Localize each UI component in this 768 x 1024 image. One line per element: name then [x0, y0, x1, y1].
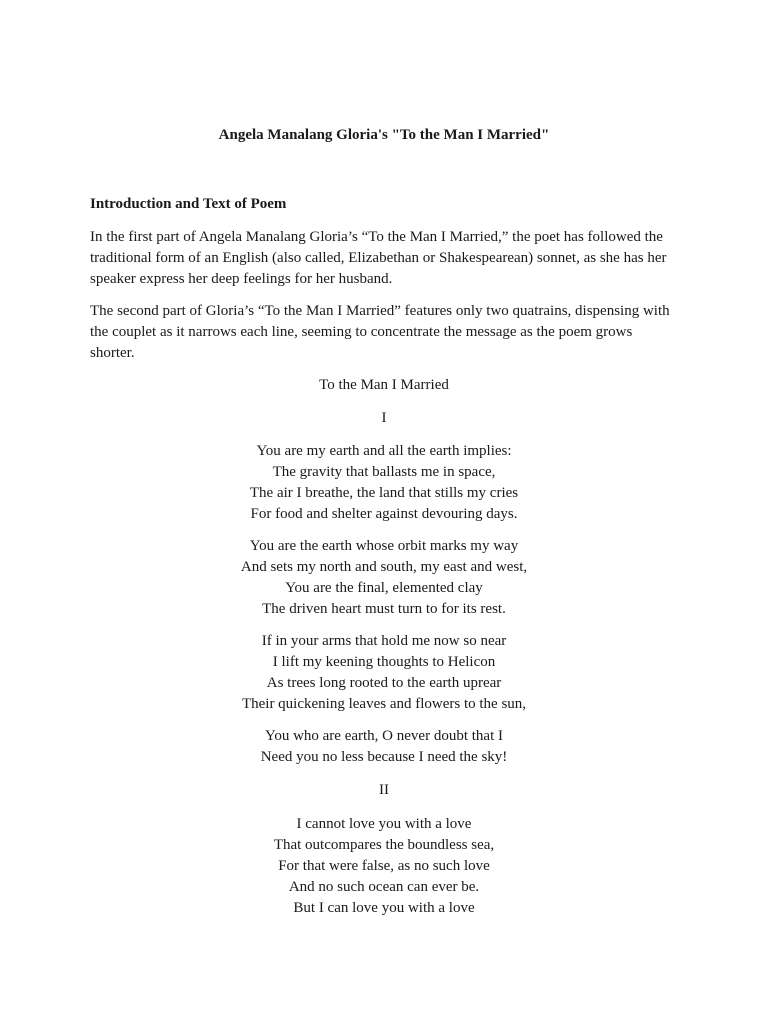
poem-title: To the Man I Married [319, 377, 449, 393]
intro-paragraph-2: The second part of Gloria’s “To the Man I Married” features only two quatrains, dispensing with the couplet as it narrows each line, seeming to concentrate the message as the poem grows shorter. [90, 303, 670, 361]
poem-stanza-2 [90, 536, 678, 620]
poem-line: But I can love you with a love [293, 900, 475, 916]
poem-line: You are my earth and all the earth implies: [256, 443, 512, 459]
intro-paragraph-1: In the first part of Angela Manalang Gloria’s “To the Man I Married,” the poet has followed the traditional form of an English (also called, Elizabethan or Shakespearean) sonnet, as she has her speaker express her deep feelings for her husband. [90, 229, 667, 287]
poem-line: Need you no less because I need the sky! [260, 749, 508, 765]
poem-line: You are the final, elemented clay [285, 580, 483, 596]
document-title: Angela Manalang Gloria's "To the Man I Married" [218, 127, 550, 143]
poem-line: And no such ocean can ever be. [288, 879, 480, 895]
poem-stanza-5 [90, 814, 678, 919]
poem-stanza-3 [90, 631, 678, 715]
poem-line: The driven heart must turn to for its rest. [262, 601, 506, 617]
poem-line: The gravity that ballasts me in space, [272, 464, 496, 480]
poem-stanza-1 [90, 441, 678, 525]
poem-line: For that were false, as no such love [278, 858, 490, 874]
poem-part-one-label: I [381, 410, 387, 426]
section-heading: Introduction and Text of Poem [90, 196, 287, 212]
poem-line: You who are earth, O never doubt that I [264, 728, 503, 744]
poem-line: I cannot love you with a love [296, 816, 472, 832]
poem-line: You are the earth whose orbit marks my way [249, 538, 519, 554]
poem-line: As trees long rooted to the earth uprear [266, 675, 502, 691]
poem-line: Their quickening leaves and flowers to the sun, [241, 696, 527, 712]
document-page [90, 0, 678, 1024]
poem-line: For food and shelter against devouring days. [250, 506, 518, 522]
poem-line: The air I breathe, the land that stills my cries [249, 485, 519, 501]
poem-line: I lift my keening thoughts to Helicon [272, 654, 496, 670]
poem-line: And sets my north and south, my east and west, [240, 559, 528, 575]
poem-line: That outcompares the boundless sea, [273, 837, 495, 853]
poem-couplet [90, 726, 678, 768]
poem-part-two-label: II [379, 782, 389, 798]
poem-line: If in your arms that hold me now so near [261, 633, 507, 649]
